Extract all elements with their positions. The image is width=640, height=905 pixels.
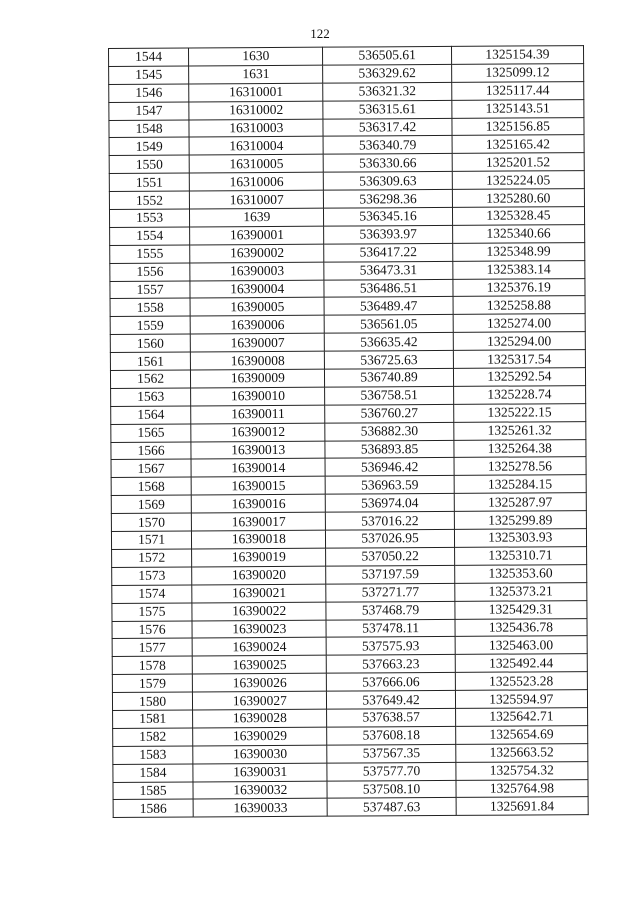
point-id-cell: 16390009: [191, 369, 325, 388]
point-id-cell: 16310007: [190, 190, 324, 209]
point-number-cell: 1566: [111, 442, 191, 460]
point-number-cell: 1585: [113, 782, 193, 800]
y-coordinate-cell: 1325373.21: [454, 582, 586, 601]
y-coordinate-cell: 1325663.52: [455, 743, 587, 762]
x-coordinate-cell: 537050.22: [326, 547, 454, 566]
y-coordinate-cell: 1325258.88: [453, 296, 585, 315]
y-coordinate-cell: 1325280.60: [452, 189, 584, 208]
x-coordinate-cell: 536321.32: [323, 82, 451, 101]
point-number-cell: 1583: [113, 746, 193, 764]
x-coordinate-cell: 536298.36: [324, 190, 452, 209]
point-id-cell: 16390020: [192, 566, 326, 585]
y-coordinate-cell: 1325261.32: [453, 421, 585, 440]
y-coordinate-cell: 1325274.00: [453, 314, 585, 333]
point-id-cell: 16390023: [192, 620, 326, 639]
point-number-cell: 1574: [112, 585, 192, 603]
x-coordinate-cell: 536317.42: [323, 118, 451, 137]
point-number-cell: 1575: [112, 603, 192, 621]
point-number-cell: 1545: [109, 66, 189, 84]
coordinates-table: [108, 45, 589, 818]
y-coordinate-cell: 1325228.74: [453, 386, 585, 405]
y-coordinate-cell: 1325642.71: [455, 708, 587, 727]
x-coordinate-cell: 537487.63: [328, 798, 456, 817]
point-number-cell: 1552: [109, 191, 189, 209]
point-id-cell: 16390031: [193, 763, 327, 782]
x-coordinate-cell: 536974.04: [326, 494, 454, 513]
x-coordinate-cell: 536393.97: [324, 225, 452, 244]
x-coordinate-cell: 537271.77: [326, 583, 454, 602]
point-id-cell: 16390033: [193, 799, 327, 818]
point-number-cell: 1550: [109, 155, 189, 173]
y-coordinate-cell: 1325165.42: [452, 135, 584, 154]
point-id-cell: 16390014: [191, 459, 325, 478]
y-coordinate-cell: 1325117.44: [451, 81, 583, 100]
x-coordinate-cell: 536635.42: [325, 333, 453, 352]
x-coordinate-cell: 536340.79: [323, 136, 451, 155]
point-id-cell: 16390001: [190, 226, 324, 245]
point-id-cell: 1630: [189, 47, 323, 66]
point-id-cell: 16310005: [189, 155, 323, 174]
point-number-cell: 1559: [110, 316, 190, 334]
point-id-cell: 16390011: [191, 405, 325, 424]
x-coordinate-cell: 537666.06: [327, 673, 455, 692]
point-number-cell: 1557: [110, 281, 190, 299]
point-number-cell: 1571: [111, 531, 191, 549]
x-coordinate-cell: 536561.05: [325, 315, 453, 334]
x-coordinate-cell: 536315.61: [323, 100, 451, 119]
x-coordinate-cell: 537663.23: [327, 655, 455, 674]
point-id-cell: 16390022: [192, 602, 326, 621]
point-id-cell: 16390002: [190, 244, 324, 263]
point-id-cell: 16390025: [192, 655, 326, 674]
y-coordinate-cell: 1325292.54: [453, 368, 585, 387]
point-number-cell: 1586: [113, 799, 193, 817]
y-coordinate-cell: 1325328.45: [452, 207, 584, 226]
point-number-cell: 1573: [112, 567, 192, 585]
point-number-cell: 1556: [110, 263, 190, 281]
point-number-cell: 1576: [112, 620, 192, 638]
point-id-cell: 16390028: [193, 709, 327, 728]
y-coordinate-cell: 1325317.54: [453, 350, 585, 369]
point-number-cell: 1555: [110, 245, 190, 263]
x-coordinate-cell: 536330.66: [324, 154, 452, 173]
x-coordinate-cell: 536489.47: [324, 297, 452, 316]
y-coordinate-cell: 1325201.52: [452, 153, 584, 172]
point-id-cell: 16390021: [192, 584, 326, 603]
point-number-cell: 1546: [109, 84, 189, 102]
x-coordinate-cell: 536473.31: [324, 261, 452, 280]
y-coordinate-cell: 1325594.97: [455, 690, 587, 709]
x-coordinate-cell: 537197.59: [326, 565, 454, 584]
point-id-cell: 1639: [190, 208, 324, 227]
point-id-cell: 16390016: [191, 494, 325, 513]
y-coordinate-cell: 1325463.00: [455, 636, 587, 655]
x-coordinate-cell: 537608.18: [327, 726, 455, 745]
y-coordinate-cell: 1325754.32: [456, 761, 588, 780]
x-coordinate-cell: 536505.61: [323, 46, 451, 65]
point-number-cell: 1579: [112, 674, 192, 692]
point-number-cell: 1568: [111, 477, 191, 495]
x-coordinate-cell: 536740.89: [325, 368, 453, 387]
point-number-cell: 1560: [110, 334, 190, 352]
point-id-cell: 16390018: [192, 530, 326, 549]
y-coordinate-cell: 1325348.99: [452, 242, 584, 261]
y-coordinate-cell: 1325278.56: [454, 457, 586, 476]
point-number-cell: 1558: [110, 298, 190, 316]
x-coordinate-cell: 537016.22: [326, 512, 454, 531]
x-coordinate-cell: 536417.22: [324, 243, 452, 262]
point-number-cell: 1549: [109, 137, 189, 155]
x-coordinate-cell: 537577.70: [327, 762, 455, 781]
x-coordinate-cell: 537508.10: [327, 780, 455, 799]
point-number-cell: 1565: [111, 424, 191, 442]
x-coordinate-cell: 537026.95: [326, 529, 454, 548]
point-id-cell: 16390015: [191, 477, 325, 496]
y-coordinate-cell: 1325303.93: [454, 529, 586, 548]
x-coordinate-cell: 536882.30: [325, 422, 453, 441]
point-number-cell: 1569: [111, 495, 191, 513]
y-coordinate-cell: 1325156.85: [452, 117, 584, 136]
y-coordinate-cell: 1325224.05: [452, 171, 584, 190]
point-number-cell: 1551: [109, 173, 189, 191]
point-number-cell: 1570: [111, 513, 191, 531]
point-id-cell: 16390012: [191, 423, 325, 442]
point-id-cell: 16390027: [193, 691, 327, 710]
x-coordinate-cell: 536309.63: [324, 172, 452, 191]
y-coordinate-cell: 1325436.78: [455, 618, 587, 637]
x-coordinate-cell: 537649.42: [327, 690, 455, 709]
point-id-cell: 16390013: [191, 441, 325, 460]
y-coordinate-cell: 1325492.44: [455, 654, 587, 673]
point-id-cell: 16390017: [191, 512, 325, 531]
y-coordinate-cell: 1325429.31: [455, 600, 587, 619]
point-id-cell: 16390004: [190, 280, 324, 299]
y-coordinate-cell: 1325264.38: [454, 439, 586, 458]
y-coordinate-cell: 1325691.84: [456, 797, 588, 816]
x-coordinate-cell: 536329.62: [323, 64, 451, 83]
point-id-cell: 16390008: [191, 351, 325, 370]
y-coordinate-cell: 1325764.98: [456, 779, 588, 798]
y-coordinate-cell: 1325294.00: [453, 332, 585, 351]
x-coordinate-cell: 536486.51: [324, 279, 452, 298]
y-coordinate-cell: 1325154.39: [451, 46, 583, 65]
point-number-cell: 1562: [110, 370, 190, 388]
point-id-cell: 16310003: [189, 119, 323, 138]
x-coordinate-cell: 537567.35: [327, 744, 455, 763]
point-number-cell: 1581: [113, 710, 193, 728]
point-id-cell: 16390019: [192, 548, 326, 567]
point-id-cell: 16390032: [193, 781, 327, 800]
table-body: [109, 46, 589, 818]
point-id-cell: 16390003: [190, 262, 324, 281]
point-number-cell: 1544: [109, 48, 189, 66]
y-coordinate-cell: 1325654.69: [455, 725, 587, 744]
y-coordinate-cell: 1325287.97: [454, 493, 586, 512]
point-id-cell: 1631: [189, 65, 323, 84]
y-coordinate-cell: 1325143.51: [452, 99, 584, 118]
point-number-cell: 1564: [111, 406, 191, 424]
x-coordinate-cell: 536758.51: [325, 386, 453, 405]
point-number-cell: 1577: [112, 638, 192, 656]
point-id-cell: 16390024: [192, 638, 326, 657]
point-id-cell: 16390010: [191, 387, 325, 406]
y-coordinate-cell: 1325299.89: [454, 511, 586, 530]
point-number-cell: 1582: [113, 728, 193, 746]
point-id-cell: 16390006: [190, 316, 324, 335]
x-coordinate-cell: 536345.16: [324, 207, 452, 226]
x-coordinate-cell: 536946.42: [325, 458, 453, 477]
point-number-cell: 1563: [111, 388, 191, 406]
point-id-cell: 16310001: [189, 83, 323, 102]
x-coordinate-cell: 536760.27: [325, 404, 453, 423]
point-number-cell: 1553: [109, 209, 189, 227]
x-coordinate-cell: 537478.11: [326, 619, 454, 638]
x-coordinate-cell: 537468.79: [326, 601, 454, 620]
y-coordinate-cell: 1325383.14: [453, 260, 585, 279]
y-coordinate-cell: 1325523.28: [455, 672, 587, 691]
point-number-cell: 1572: [112, 549, 192, 567]
x-coordinate-cell: 536893.85: [325, 440, 453, 459]
point-number-cell: 1567: [111, 459, 191, 477]
point-number-cell: 1584: [113, 764, 193, 782]
x-coordinate-cell: 537575.93: [327, 637, 455, 656]
point-id-cell: 16310004: [189, 137, 323, 156]
point-id-cell: 16390029: [193, 727, 327, 746]
point-number-cell: 1554: [110, 227, 190, 245]
y-coordinate-cell: 1325376.19: [453, 278, 585, 297]
point-id-cell: 16390007: [190, 333, 324, 352]
x-coordinate-cell: 536963.59: [326, 476, 454, 495]
point-id-cell: 16390026: [192, 673, 326, 692]
point-number-cell: 1547: [109, 102, 189, 120]
y-coordinate-cell: 1325340.66: [452, 224, 584, 243]
page-number: 122: [310, 26, 330, 41]
y-coordinate-cell: 1325353.60: [454, 564, 586, 583]
point-number-cell: 1580: [112, 692, 192, 710]
y-coordinate-cell: 1325099.12: [451, 63, 583, 82]
point-number-cell: 1578: [112, 656, 192, 674]
y-coordinate-cell: 1325284.15: [454, 475, 586, 494]
x-coordinate-cell: 537638.57: [327, 708, 455, 727]
point-id-cell: 16390030: [193, 745, 327, 764]
point-id-cell: 16310006: [189, 172, 323, 191]
point-number-cell: 1548: [109, 120, 189, 138]
y-coordinate-cell: 1325222.15: [453, 403, 585, 422]
point-id-cell: 16310002: [189, 101, 323, 120]
point-id-cell: 16390005: [190, 298, 324, 317]
point-number-cell: 1561: [110, 352, 190, 370]
y-coordinate-cell: 1325310.71: [454, 547, 586, 566]
table-row: [113, 797, 588, 818]
x-coordinate-cell: 536725.63: [325, 351, 453, 370]
